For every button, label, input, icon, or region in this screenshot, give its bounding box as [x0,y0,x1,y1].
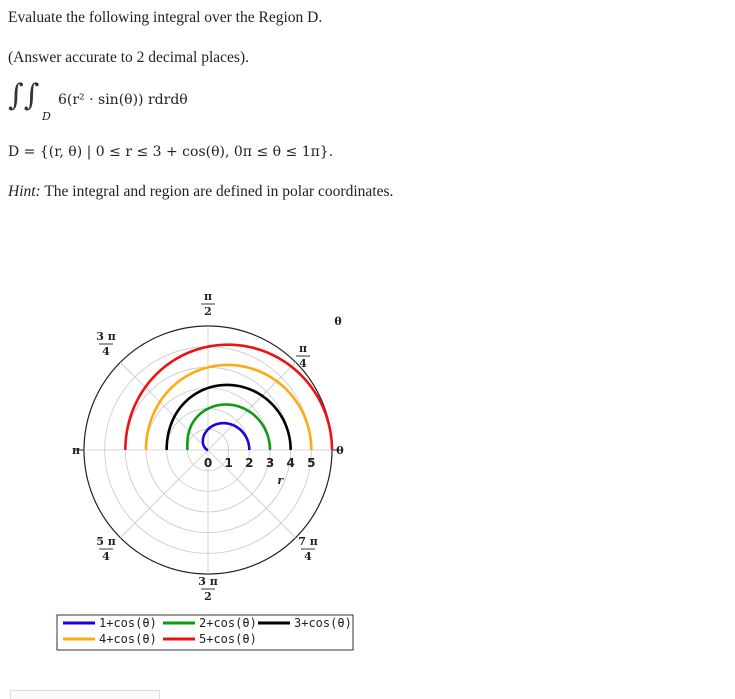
region-definition: D = {(r, θ) | 0 ≤ r ≤ 3 + cos(θ), 0π ≤ θ ≤ 1π}. [8,144,334,160]
angle-label-denominator: 4 [102,345,110,358]
r-tick-label: 0 [203,456,213,470]
polar-grid-spoke [208,362,296,450]
angle-label: 0 [336,444,344,457]
series-curve-4 [146,365,311,450]
angle-label-numerator: 3 π [96,330,116,343]
r-tick-label: 3 [265,456,275,470]
theta-axis-label: θ [334,315,342,328]
angle-label-numerator: 3 π [198,575,218,588]
integrand: 6(r² · sin(θ)) rdrdθ [58,92,188,108]
accuracy-note: (Answer accurate to 2 decimal places). [8,49,249,66]
series-curve-2 [187,405,270,451]
r-tick-label: 4 [286,456,295,470]
angle-label-denominator: 4 [102,550,110,563]
legend-entry: 1+cos(θ) [99,616,157,630]
angle-label: π [71,444,81,457]
r-tick-label: 2 [245,456,254,470]
angle-label-numerator: π [298,342,308,355]
r-tick-label: 1 [224,456,233,470]
legend-entry: 3+cos(θ) [294,616,352,630]
hint-text: The integral and region are defined in polar coordinates. [40,183,394,200]
angle-label-numerator: π [203,290,213,303]
legend-entry: 2+cos(θ) [199,616,257,630]
angle-label-denominator: 4 [299,357,307,370]
r-axis-label: r [277,474,284,487]
angle-label-numerator: 7 π [298,535,318,548]
angle-label-denominator: 4 [304,550,312,563]
polar-grid-spoke [120,450,208,538]
legend-entry: 5+cos(θ) [199,632,257,646]
hint-label: Hint: [8,183,41,200]
angle-label-denominator: 2 [204,590,212,603]
r-tick-label: 5 [307,456,316,470]
integral-region-subscript: D [42,110,51,123]
question-prompt: Evaluate the following integral over the Region D. [8,9,323,26]
angle-label-denominator: 2 [204,305,212,318]
series-curve-3 [167,385,291,450]
legend-entry: 4+cos(θ) [99,632,157,646]
angle-label-numerator: 5 π [96,535,116,548]
double-integral-sign: ∫∫ [8,78,40,113]
